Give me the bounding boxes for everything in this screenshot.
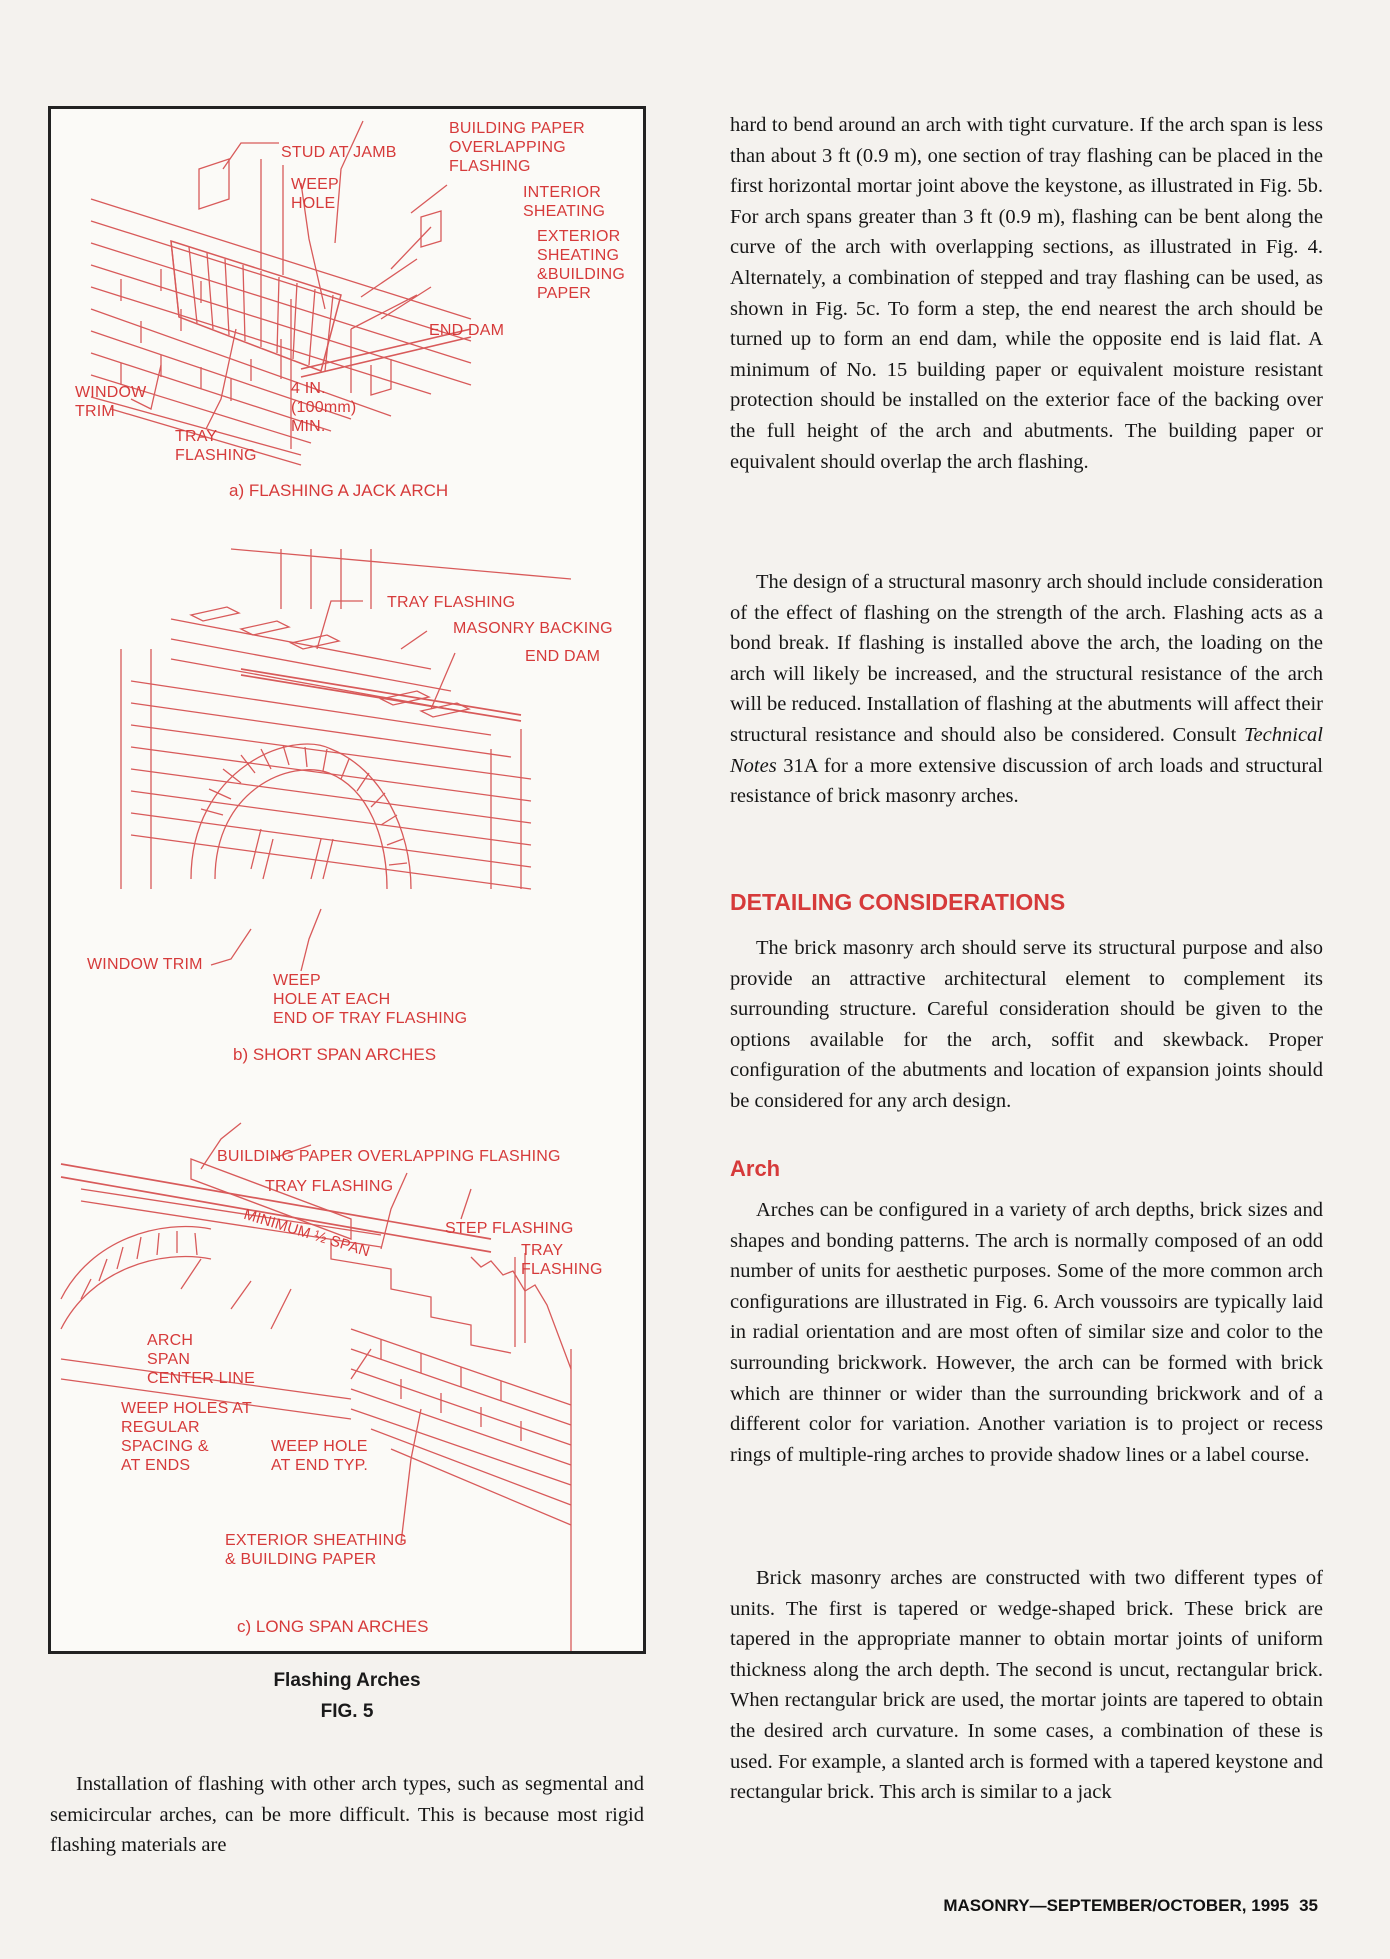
heading-arch: Arch bbox=[730, 1156, 781, 1181]
publication-info: MASONRY—SEPTEMBER/OCTOBER, 1995 bbox=[943, 1896, 1290, 1915]
heading-detailing-considerations: DETAILING CONSIDERATIONS bbox=[730, 889, 1066, 915]
label-building-paper-a: BUILDING PAPER OVERLAPPING FLASHING bbox=[449, 120, 585, 175]
page-number: 35 bbox=[1299, 1896, 1318, 1915]
figure-number: FIG. 5 bbox=[320, 1701, 374, 1722]
figure-title: Flashing Arches bbox=[273, 1670, 421, 1691]
right-paragraph-3: The brick masonry arch should serve its structural purpose and also provide an attractive architectural element to complement its surrounding structure. Careful consideration should be given to the options available for the arch, soffit and skewback. Proper configuration of the abutments and location of expansion joints should be considered for any arch design. bbox=[730, 937, 1323, 1112]
panel-a-drawing bbox=[91, 121, 471, 465]
label-tray-flashing-a: TRAY FLASHING bbox=[175, 428, 257, 464]
left-paragraph: Installation of flashing with other arch types, such as segmental and semicircular arches, can be more difficult. This is because most rigid flashing materials are bbox=[50, 1773, 644, 1857]
label-end-dam-b: END DAM bbox=[525, 648, 601, 665]
label-step-flashing: STEP FLASHING bbox=[445, 1220, 574, 1237]
label-exterior-sheating: EXTERIOR SHEATING &BUILDING PAPER bbox=[537, 228, 626, 302]
label-tray-flashing-c2: TRAY FLASHING bbox=[521, 1242, 603, 1278]
label-tray-flashing-c: TRAY FLASHING bbox=[265, 1178, 394, 1195]
para2-text-b: 31A for a more extensive discussion of arch loads and structural resistance of brick masonry arches. bbox=[730, 754, 1323, 808]
right-paragraph-2 bbox=[730, 567, 1323, 812]
label-weep-hole-end: WEEP HOLE AT END TYP. bbox=[271, 1438, 369, 1474]
right-paragraph-1: hard to bend around an arch with tight curvature. If the arch span is less than about 3 ft (0.9 m), one section of tray flashing can be placed in the first horizontal mortar joint above the keystone, as illustrated in Fig. 5b. For arch spans greater than 3 ft (0.9 m), flashing can be bent along the curve of the arch with overlapping sections, as illustrated in Fig. 4. Alternately, a combination of stepped and tray flashing can be used, as shown in Fig. 5c. To form a step, the end nearest the arch should be turned up to form an end dam, while the opposite end is laid flat. A minimum of No. 15 building paper or equivalent moisture resistant protection should be installed on the exterior face of the backing over the full height of the arch and abutments. The building paper or equivalent should overlap the arch flashing. bbox=[730, 114, 1323, 473]
label-exterior-sheathing: EXTERIOR SHEATHING & BUILDING PAPER bbox=[225, 1532, 407, 1568]
panel-c-drawing bbox=[61, 1123, 571, 1651]
figure-5 bbox=[48, 106, 646, 1654]
right-paragraph-5: Brick masonry arches are constructed with two different types of units. The first is tapered or wedge-shaped brick. These brick are tapered in the appropriate manner to obtain mortar joints of uniform thickness along the arch depth. The second is uncut, rectangular brick. When rectangular brick are used, the mortar joints are tapered to obtain the desired arch curvature. In some cases, a combination of these is used. For example, a slanted arch is formed with a tapered keystone and rectangular brick. This arch is similar to a jack bbox=[730, 1567, 1323, 1804]
label-arch-span-center-line: ARCH SPAN CENTER LINE bbox=[147, 1332, 255, 1387]
caption-panel-b: b) SHORT SPAN ARCHES bbox=[233, 1045, 437, 1064]
label-building-paper-c: BUILDING PAPER OVERLAPPING FLASHING bbox=[217, 1148, 561, 1165]
para2-text-a: The design of a structural masonry arch should include consideration of the effect of flashing on the strength of the arch. Flashing acts as a bond break. If flashing is installed above the arch, the loading on the arch will likely be increased, and the structural resistance of the arch will be reduced. Installation of flashing at the abutments will affect their structural resistance and should also be considered. Consult bbox=[730, 571, 1323, 746]
label-minimum-span: MINIMUM ½ SPAN bbox=[241, 1205, 372, 1261]
label-end-dam-a: END DAM bbox=[429, 322, 505, 339]
page-footer bbox=[943, 1896, 1318, 1916]
caption-panel-c: c) LONG SPAN ARCHES bbox=[237, 1617, 429, 1636]
right-paragraph-4: Arches can be configured in a variety of arch depths, brick sizes and shapes and bonding patterns. The arch is normally composed of an odd number of units for aesthetic purposes. Some of the more common arch configurations are illustrated in Fig. 6. Arch voussoirs are typically laid in radial orientation and are most often of similar size and color to the surrounding brickwork. However, the arch can be formed with brick which are thinner or wider than the surrounding brickwork and of a different color for variation. Another variation is to project or recess rings of multiple-ring arches to provide shadow lines or a label course. bbox=[730, 1199, 1323, 1466]
label-4-in-min: 4 IN. (100mm) MIN. bbox=[291, 380, 357, 435]
label-weep-hole-a: WEEP HOLE bbox=[291, 176, 339, 212]
panel-b-drawing bbox=[121, 549, 571, 971]
label-weep-holes-regular: WEEP HOLES AT REGULAR SPACING & AT ENDS bbox=[121, 1400, 252, 1474]
label-tray-flashing-b: TRAY FLASHING bbox=[387, 594, 516, 611]
label-window-trim-a: WINDOW TRIM bbox=[75, 384, 147, 420]
label-weep-hole-b: WEEP HOLE AT EACH END OF TRAY FLASHING bbox=[273, 972, 468, 1027]
label-masonry-backing: MASONRY BACKING bbox=[453, 620, 613, 637]
caption-panel-a: a) FLASHING A JACK ARCH bbox=[229, 481, 449, 500]
label-window-trim-b: WINDOW TRIM bbox=[87, 956, 203, 973]
label-interior-sheating: INTERIOR SHEATING bbox=[523, 184, 606, 220]
label-stud-at-jamb: STUD AT JAMB bbox=[281, 144, 397, 161]
technical-notes-ref: Technical Notes bbox=[730, 723, 1323, 777]
